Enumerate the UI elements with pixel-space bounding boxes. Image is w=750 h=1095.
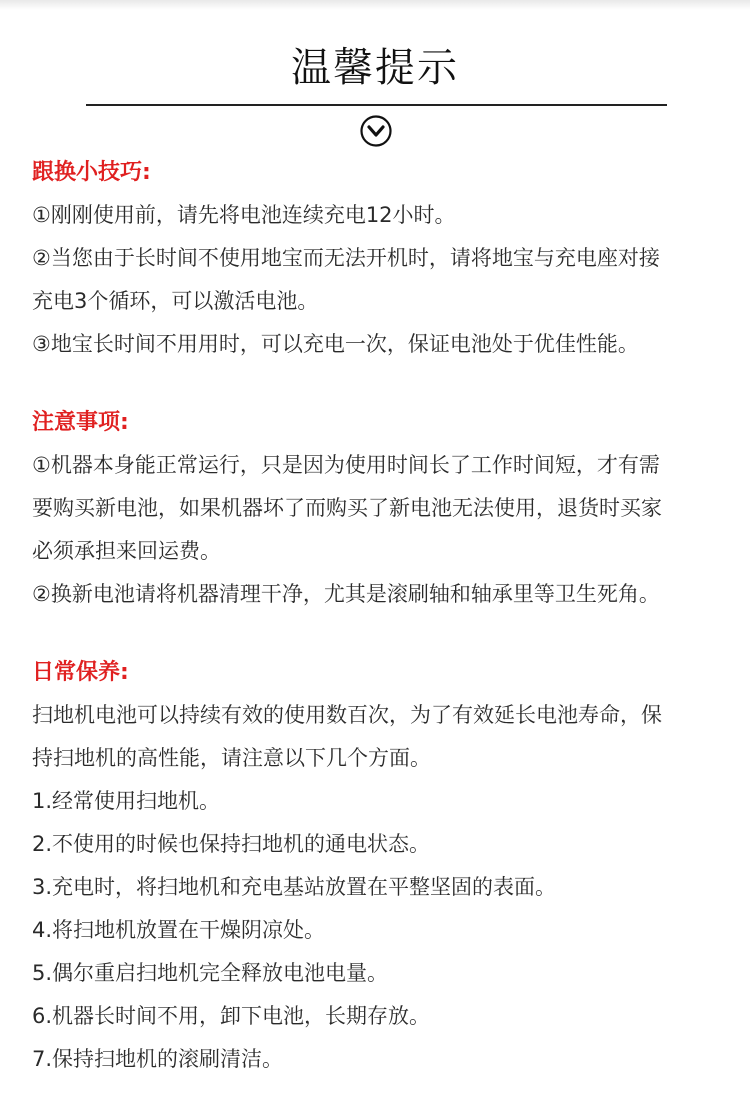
text-line: 要购买新电池，如果机器坏了而购买了新电池无法使用，退货时买家 [32, 496, 662, 520]
text-line: ①机器本身能正常运行，只是因为使用时间长了工作时间短，才有需 [32, 453, 660, 477]
text-line: ③地宝长时间不用用时，可以充电一次，保证电池处于优佳性能。 [32, 332, 639, 356]
title-divider [86, 104, 667, 106]
list-item: 1.经常使用扫地机。 [32, 789, 221, 813]
section-replacement-tips [32, 152, 722, 366]
section-precautions [32, 402, 722, 616]
content [32, 152, 722, 1081]
top-shadow [0, 0, 750, 10]
section-gap [32, 616, 722, 652]
text-line: ②换新电池请将机器清理干净，尤其是滚刷轴和轴承里等卫生死角。 [32, 582, 660, 606]
list-item: 5.偶尔重启扫地机完全释放电池电量。 [32, 961, 389, 985]
text-line: 充电3个循环，可以激活电池。 [32, 289, 319, 313]
text-line: 必须承担来回运费。 [32, 539, 221, 563]
page-title: 温馨提示 [291, 45, 459, 91]
list-item: 6.机器长时间不用，卸下电池，长期存放。 [32, 1004, 431, 1028]
section-title: 注意事项: [32, 410, 129, 435]
section-gap [32, 366, 722, 402]
text-line: 扫地机电池可以持续有效的使用数百次，为了有效延长电池寿命，保 [32, 703, 662, 727]
list-item: 7.保持扫地机的滚刷清洁。 [32, 1047, 284, 1071]
text-line: ①刚刚使用前，请先将电池连续充电12小时。 [32, 203, 456, 227]
text-line: 持扫地机的高性能，请注意以下几个方面。 [32, 746, 431, 770]
chevron-down-circle-icon [359, 114, 393, 148]
section-title: 日常保养: [32, 660, 129, 685]
list-item: 4.将扫地机放置在干燥阴凉处。 [32, 918, 326, 942]
section-title: 跟换小技巧: [32, 160, 151, 185]
text-line: ②当您由于长时间不使用地宝而无法开机时，请将地宝与充电座对接 [32, 246, 660, 270]
list-item: 3.充电时，将扫地机和充电基站放置在平整坚固的表面。 [32, 875, 557, 899]
section-daily-maintenance [32, 652, 722, 1081]
list-item: 2.不使用的时候也保持扫地机的通电状态。 [32, 832, 431, 856]
